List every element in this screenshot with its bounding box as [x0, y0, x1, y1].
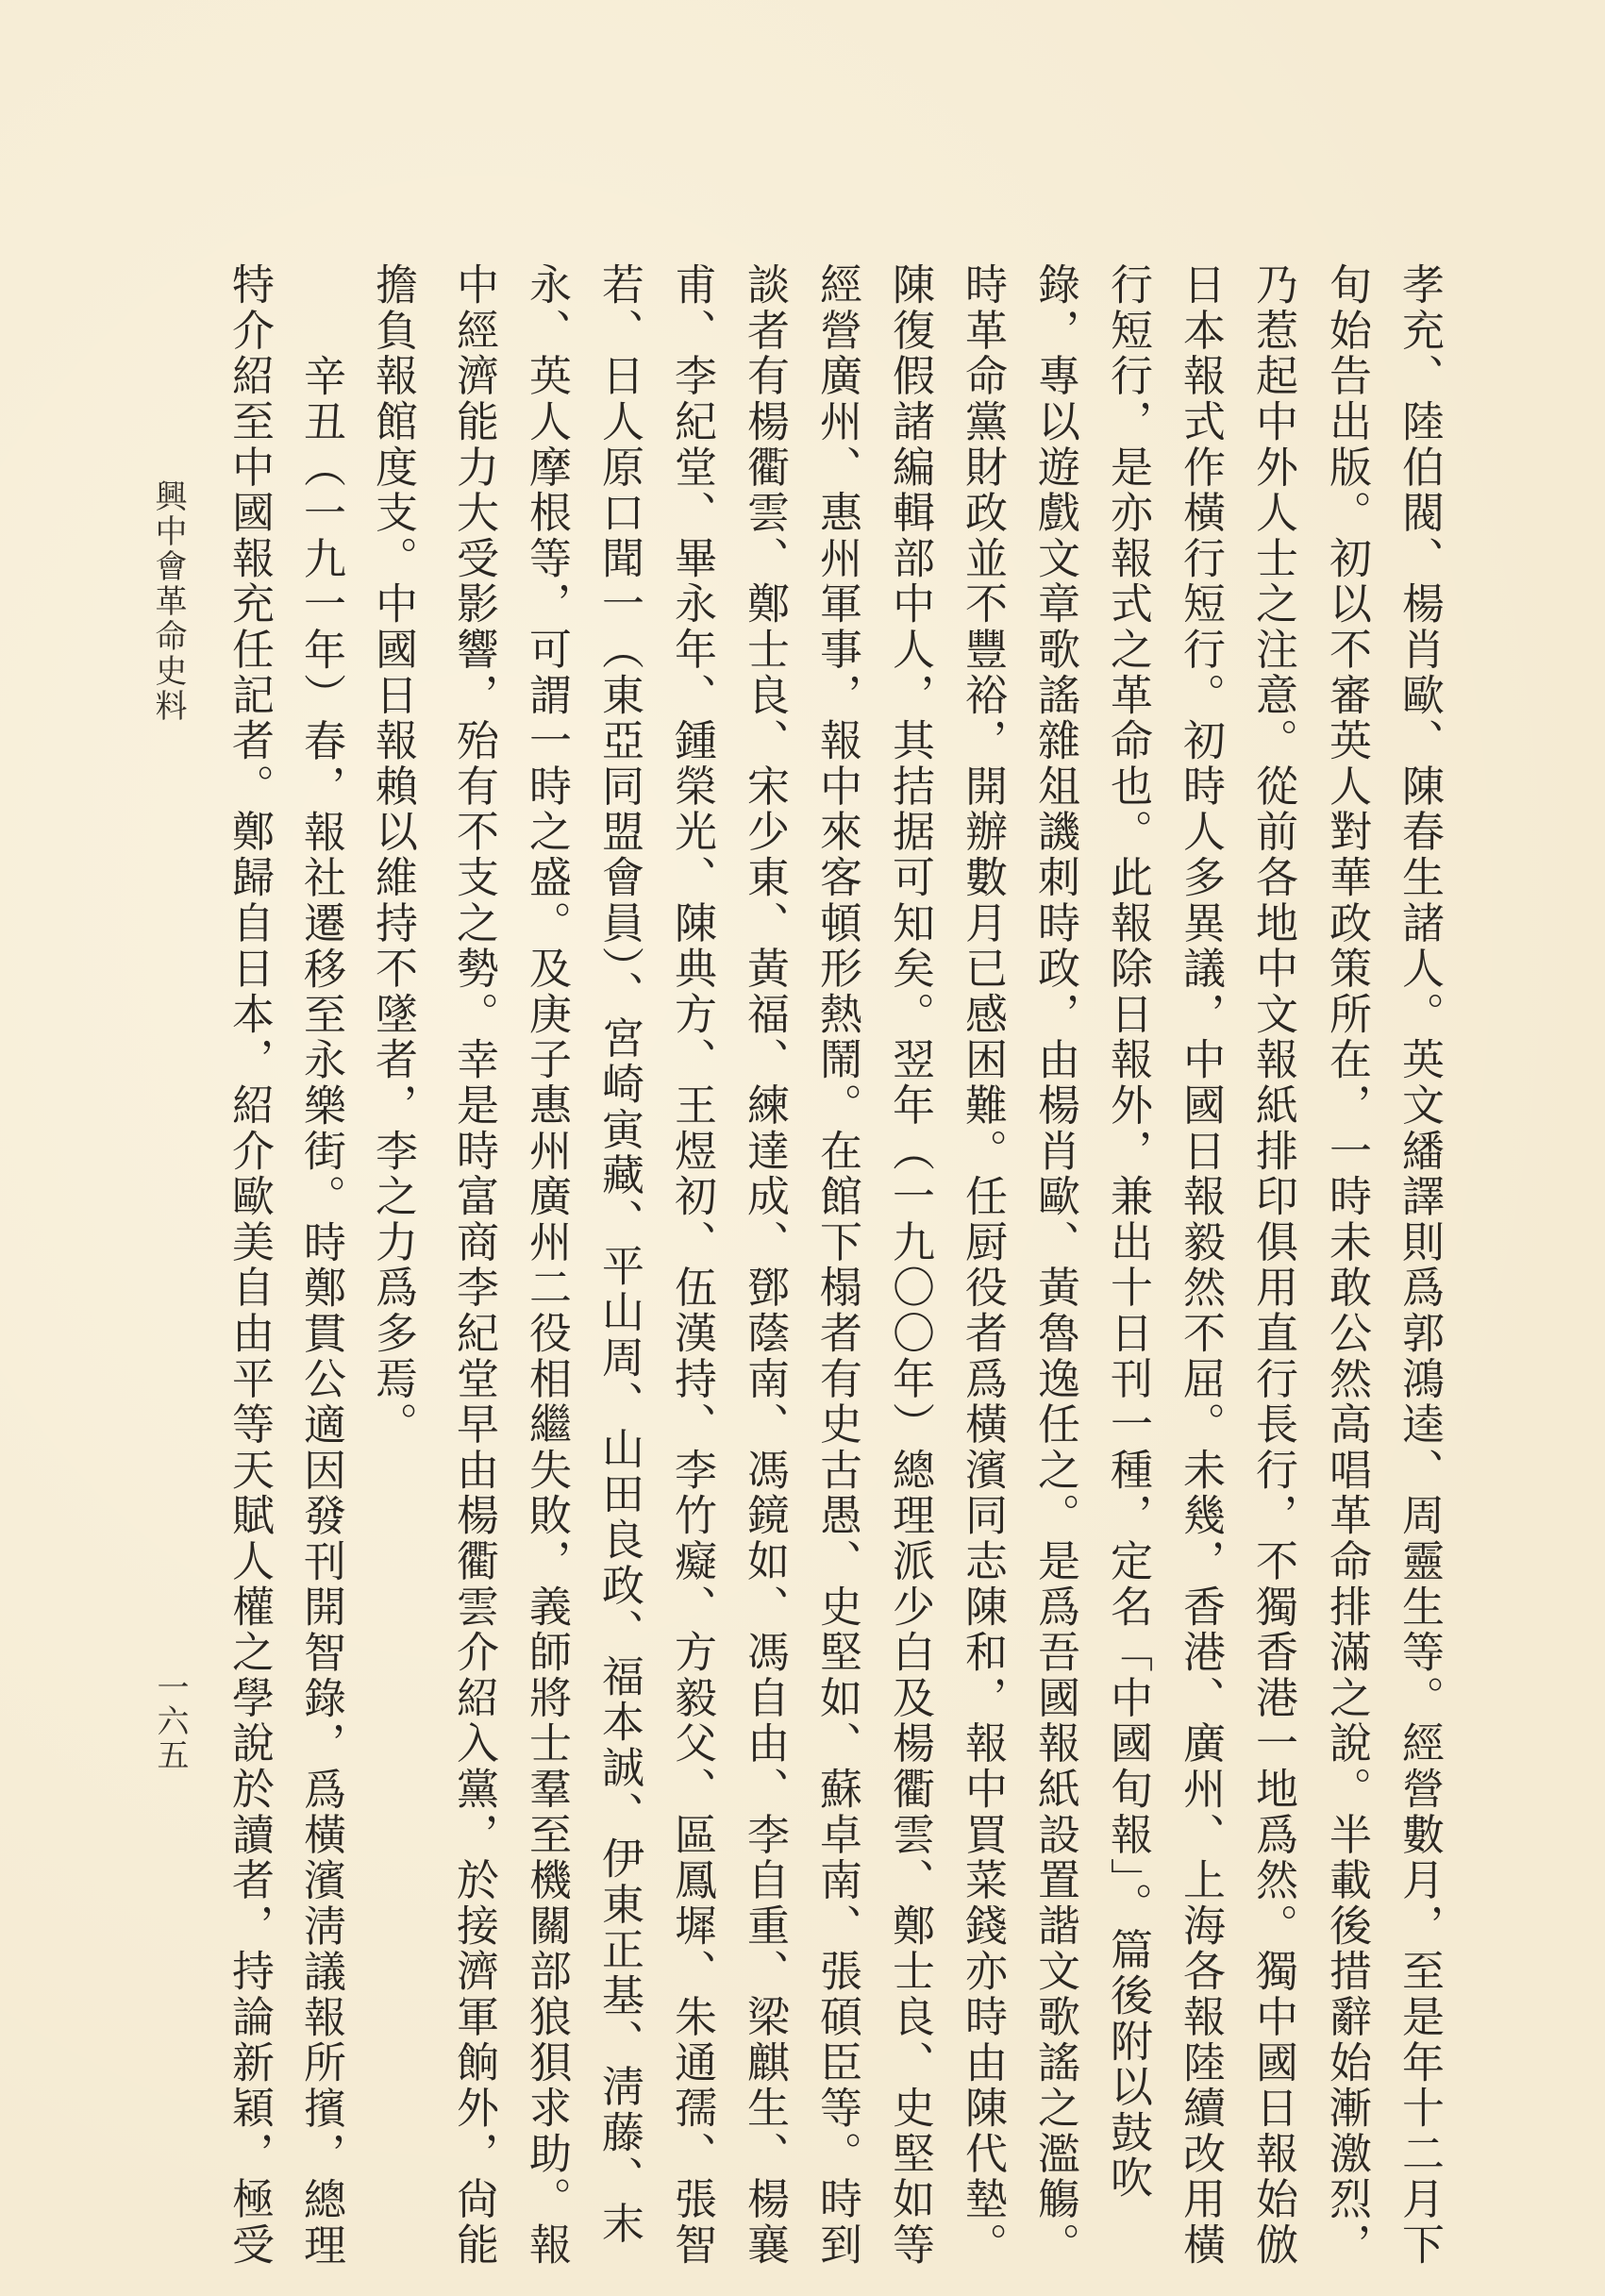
- text-column: 甫、李紀堂、畢永年、鍾榮光、陳典方、王煜初、伍漢持、李竹癡、方毅父、區鳳墀、朱通孺、張智: [667, 262, 717, 2269]
- text-column: 永、英人摩根等，可謂一時之盛。及庚子惠州廣州二役相繼失敗，義師將士羣至機關部狼狽求助。報: [522, 262, 572, 2269]
- text-column: 談者有楊衢雲、鄭士良、宋少東、黃福、練達成、鄧蔭南、馮鏡如、馮自由、李自重、梁麒生、楊襄: [740, 262, 790, 2269]
- text-column: 中經濟能力大受影響，殆有不支之勢。幸是時富商李紀堂早由楊衢雲介紹入黨，於接濟軍餉外，尙能: [449, 262, 499, 2269]
- text-column: 時革命黨財政並不豐裕，開辦數月已感困難。任厨役者爲橫濱同志陳和，報中買菜錢亦時由陳代墊。: [958, 262, 1008, 2269]
- book-title: 興中會革命史料: [149, 479, 187, 724]
- text-column: 經營廣州、惠州軍事，報中來客頓形熱鬧。在館下榻者有史古愚、史堅如、蘇卓南、張碩臣等。時到: [812, 262, 862, 2269]
- text-column: 陳復假諸編輯部中人，其拮据可知矣。翌年（一九〇〇年）總理派少白及楊衢雲、鄭士良、史堅如等: [885, 262, 935, 2269]
- text-column: 錄，專以遊戲文章歌謠雜俎譏刺時政，由楊肖歐、黃魯逸任之。是爲吾國報紙設置諧文歌謠之濫觴。: [1030, 262, 1080, 2269]
- text-column: 孝充、陸伯閥、楊肖歐、陳春生諸人。英文繙譯則爲郭鴻逵、周靈生等。經營數月，至是年十二月下: [1395, 262, 1445, 2269]
- text-column: 日本報式作橫行短行。初時人多異議，中國日報毅然不屈。未幾，香港、廣州、上海各報陸續改用橫: [1176, 262, 1226, 2269]
- text-column: 乃惹起中外人士之注意。從前各地中文報紙排印俱用直行長行，不獨香港一地爲然。獨中國日報始倣: [1248, 262, 1298, 2269]
- text-column: 特介紹至中國報充任記者。鄭歸自日本，紹介歐美自由平等天賦人權之學說於讀者，持論新穎，極受: [225, 262, 275, 2269]
- text-column: 擔負報館度支。中國日報賴以維持不墜者，李之力爲多焉。: [368, 262, 418, 1448]
- page-number: 一六五: [151, 1670, 189, 1772]
- text-column: 行短行，是亦報式之革命也。此報除日報外，兼出十日刊一種，定名「中國旬報」。篇後附以鼓吹: [1103, 262, 1153, 2202]
- text-column: 旬始告出版。初以不審英人對華政策所在，一時未敢公然高唱革命排滿之說。半載後措辭始漸激烈，: [1322, 262, 1372, 2269]
- text-column: 若、日人原口聞一（東亞同盟會員）、宮崎寅藏、平山周、山田良政、福本誠、伊東正基、淸藤、末: [594, 262, 644, 2247]
- text-column-indented: 辛丑（一九一年）春，報社遷移至永樂街。時鄭貫公適因發刊開智錄，爲橫濱淸議報所擯，總理: [296, 354, 346, 2269]
